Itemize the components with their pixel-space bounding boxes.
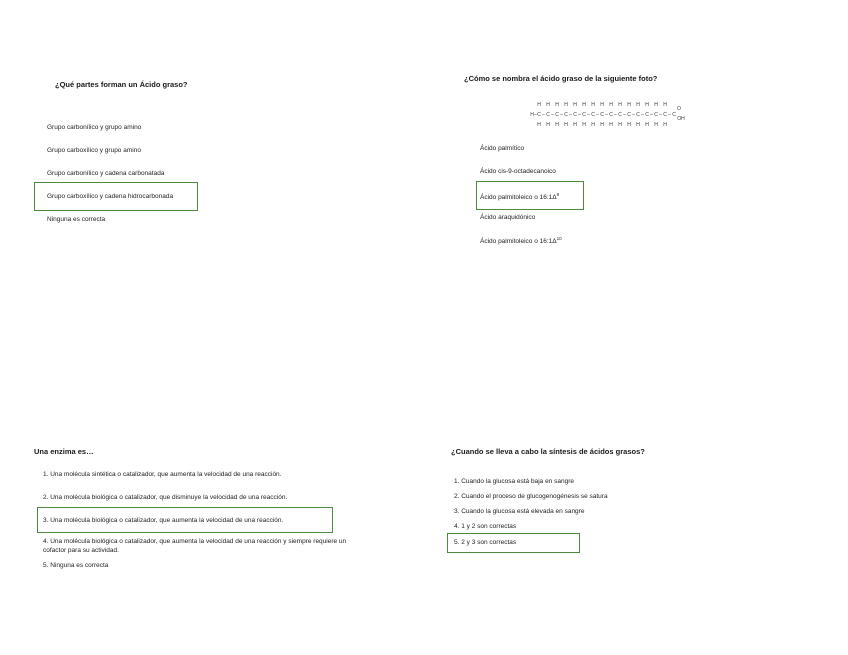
carbonyl-oxygen: O (677, 106, 681, 112)
fatty-acid-structural-formula (526, 99, 686, 129)
hydrogen-atom: H (600, 122, 604, 128)
q2-option-3[interactable] (480, 192, 559, 201)
carbon-atom: C (573, 112, 577, 118)
carbon-atom: C (555, 112, 559, 118)
hydrogen-atom: H (573, 122, 577, 128)
q4-option-3[interactable]: 3. Cuando la glucosa está elevada en sangre (454, 508, 585, 515)
hydrogen-atom: H (537, 122, 541, 128)
carbon-atom: C (618, 112, 622, 118)
bond: – (650, 111, 653, 118)
q3-option-4-continued: cofactor para su actividad. (43, 547, 119, 554)
hydrogen-atom: H (636, 122, 640, 128)
hydrogen-atom: H (654, 122, 658, 128)
hydrogen-atom: H (627, 122, 631, 128)
terminal-hydrogen: H (530, 112, 534, 118)
q2-option-5-text: Ácido palmitoleico o 16:1Δ (480, 238, 557, 246)
carbon-atom: C (537, 112, 541, 118)
hydrogen-atom: H (618, 122, 622, 128)
bond: – (659, 111, 662, 118)
q4-option-2[interactable]: 2. Cuando el proceso de glucogenogénesis se satura (454, 493, 608, 500)
hydrogen-atom: H (609, 102, 613, 108)
carbon-atom: C (564, 112, 568, 118)
bond: – (623, 111, 626, 118)
hydrogen-atom: H (555, 122, 559, 128)
q1-option-3[interactable]: Grupo carbonílico y cadena carbonatada (47, 170, 165, 177)
q2-option-1[interactable]: Ácido palmítico (480, 145, 525, 152)
q3-option-1[interactable]: 1. Una molécula sintética o catalizador, que aumenta la velocidad de una reacción. (43, 471, 282, 478)
bond: – (596, 111, 599, 118)
bond: – (614, 111, 617, 118)
bond: – (587, 111, 590, 118)
bond: – (578, 111, 581, 118)
q2-option-3-text: Ácido palmitoleico o 16:1Δ (480, 194, 557, 202)
hydrogen-atom: H (663, 122, 667, 128)
q3-option-5[interactable]: 5. Ninguna es correcta (43, 562, 109, 569)
q4-option-4[interactable]: 4. 1 y 2 son correctas (454, 523, 517, 530)
carbon-atom: C (546, 112, 550, 118)
question-4-title: ¿Cuando se lleva a cabo la síntesis de ácidos grasos? (451, 447, 645, 456)
carbon-atom: C (636, 112, 640, 118)
carbon-atom: C (591, 112, 595, 118)
hydrogen-atom: H (537, 102, 541, 108)
hydrogen-atom: H (591, 102, 595, 108)
q2-option-5[interactable] (480, 236, 562, 245)
hydrogen-atom: H (636, 102, 640, 108)
carbon-atom: C (582, 112, 586, 118)
q1-option-2[interactable]: Grupo carboxílico y grupo amino (47, 147, 141, 154)
question-3-title: Una enzima es… (34, 447, 94, 456)
formula-atoms (530, 102, 685, 128)
bond: – (641, 111, 644, 118)
carboxyl-carbon: C (672, 112, 676, 118)
q1-option-4[interactable]: Grupo carboxílico y cadena hidrocarbonada (47, 193, 174, 200)
hydrogen-atom: H (663, 102, 667, 108)
carbon-atom: C (609, 112, 613, 118)
q3-option-2[interactable]: 2. Una molécula biológica o catalizador, que disminuye la velocidad de una reacción. (43, 494, 288, 501)
hydrogen-atom: H (627, 102, 631, 108)
bond: – (560, 111, 563, 118)
carbon-atom: C (627, 112, 631, 118)
hydrogen-atom: H (582, 122, 586, 128)
carbon-atom: C (600, 112, 604, 118)
hydrogen-atom: H (564, 122, 568, 128)
carbon-atom: C (645, 112, 649, 118)
q1-option-1[interactable]: Grupo carbonílico y grupo amino (47, 124, 142, 131)
hydrogen-atom: H (546, 102, 550, 108)
bond: – (542, 111, 545, 118)
bond: – (605, 111, 608, 118)
hydrogen-atom: H (609, 122, 613, 128)
bond: – (632, 111, 635, 118)
hydrogen-atom: H (645, 122, 649, 128)
hydroxyl-group: OH (677, 116, 685, 122)
hydrogen-atom: H (645, 102, 649, 108)
carbon-atom: C (663, 112, 667, 118)
hydrogen-atom: H (582, 102, 586, 108)
hydrogen-atom: H (618, 102, 622, 108)
carbon-atom: C (654, 112, 658, 118)
hydrogen-atom: H (573, 102, 577, 108)
q1-option-5[interactable]: Ninguna es correcta (47, 216, 106, 223)
bond: – (534, 111, 537, 118)
question-2-title: ¿Cómo se nombra el ácido graso de la siguiente foto? (464, 74, 658, 83)
hydrogen-atom: H (555, 102, 559, 108)
hydrogen-atom: H (591, 122, 595, 128)
question-1-title: ¿Qué partes forman un Ácido graso? (55, 80, 188, 89)
hydrogen-atom: H (600, 102, 604, 108)
bond: – (569, 111, 572, 118)
q3-option-3[interactable]: 3. Una molécula biológica o catalizador, que aumenta la velocidad de una reacción. (43, 517, 284, 524)
q2-option-4[interactable]: Ácido araquidónico (480, 214, 536, 221)
q4-option-1[interactable]: 1. Cuando la glucosa está baja en sangre (454, 478, 574, 485)
bond: – (668, 111, 671, 118)
q4-option-5[interactable]: 5. 2 y 3 son correctas (454, 539, 517, 546)
q3-option-4[interactable]: 4. Una molécula biológica o catalizador, que aumenta la velocidad de una reacción y siempre requiere un (43, 538, 347, 545)
hydrogen-atom: H (546, 122, 550, 128)
hydrogen-atom: H (564, 102, 568, 108)
bond: – (551, 111, 554, 118)
q2-option-3-superscript: 9 (556, 192, 560, 197)
hydrogen-atom: H (654, 102, 658, 108)
q2-option-2[interactable]: Ácido cis-9-octadecanoico (480, 168, 556, 175)
q2-option-5-superscript: 10 (556, 236, 562, 241)
